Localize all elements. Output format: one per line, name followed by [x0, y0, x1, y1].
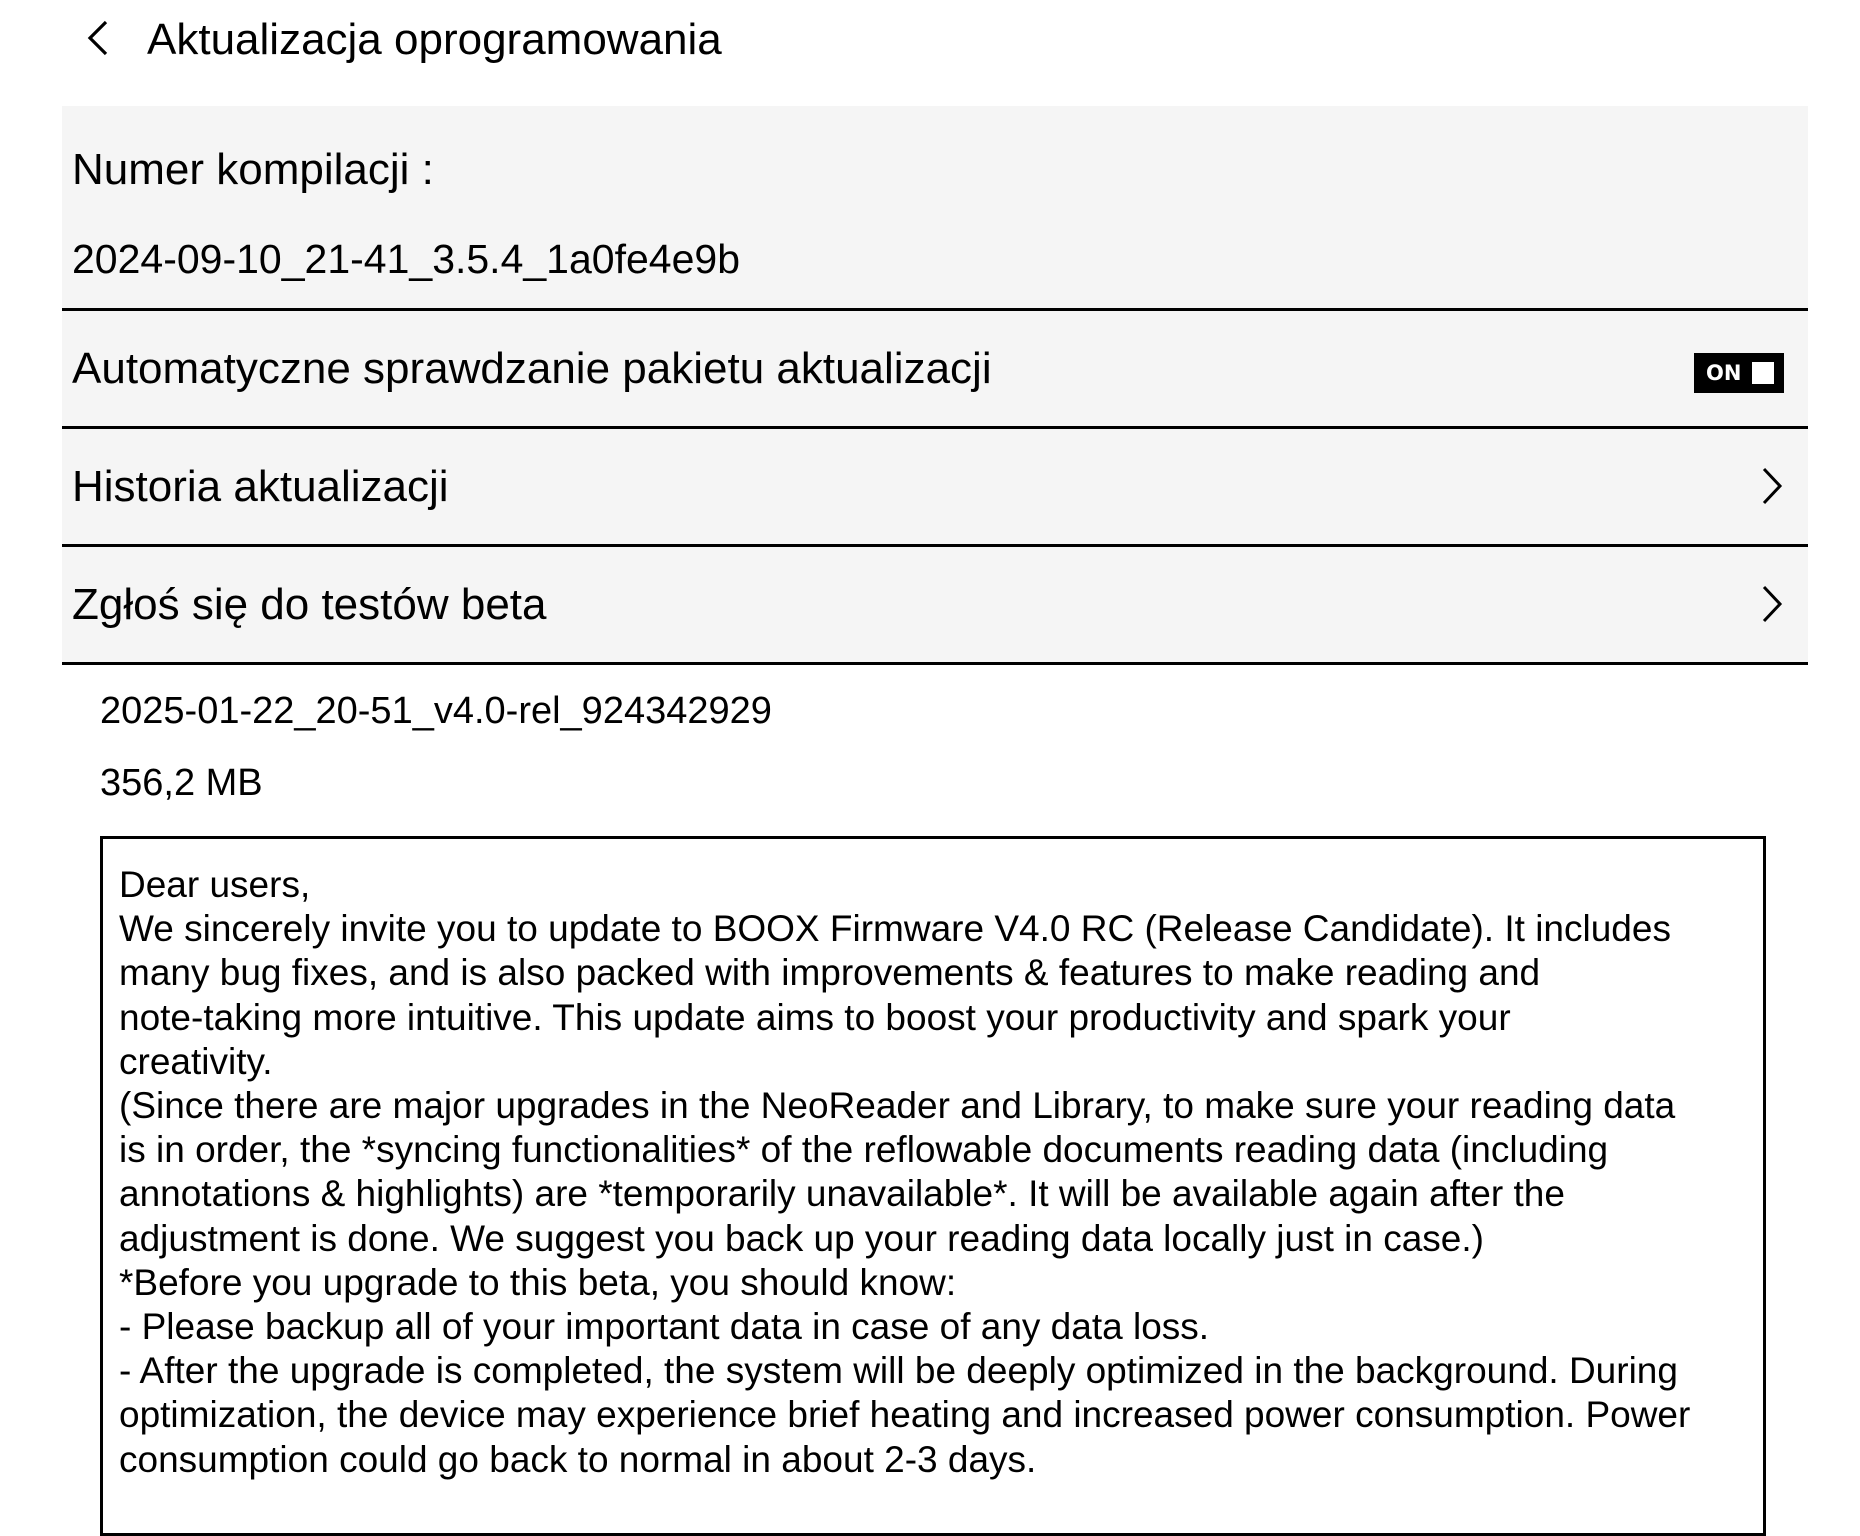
toggle-knob	[1752, 362, 1774, 384]
release-notes-line: *Before you upgrade to this beta, you should know:	[119, 1261, 957, 1303]
top-bar	[0, 0, 1860, 88]
release-notes-line: adjustment is done. We suggest you back up your reading data locally just in case.)	[119, 1217, 1484, 1259]
update-history-row[interactable]	[62, 429, 1808, 547]
release-notes-line: - After the upgrade is completed, the system will be deeply optimized in the background. During	[119, 1350, 1678, 1392]
release-notes-line: optimization, the device may experience brief heating and increased power consumption. Power	[119, 1394, 1691, 1436]
auto-check-updates-row[interactable]	[62, 311, 1808, 429]
release-notes-line: creativity.	[119, 1040, 273, 1082]
build-number-section	[62, 106, 1808, 311]
release-notes-line: consumption could go back to normal in about 2-3 days.	[119, 1438, 1037, 1480]
build-number-label: Numer kompilacji :	[72, 145, 434, 194]
chevron-right-icon	[1756, 583, 1786, 625]
release-notes-line: note-taking more intuitive. This update aims to boost your productivity and spark your	[119, 996, 1511, 1038]
toggle-state-label: ON	[1706, 361, 1742, 385]
back-arrow-icon[interactable]	[80, 18, 120, 58]
chevron-right-icon	[1756, 465, 1786, 507]
auto-check-updates-label: Automatyczne sprawdzanie pakietu aktualizacji	[72, 344, 992, 393]
update-history-label: Historia aktualizacji	[72, 462, 449, 511]
release-notes-line: is in order, the *syncing functionalities* of the reflowable documents reading data (including	[119, 1129, 1609, 1171]
beta-package-size: 356,2 MB	[100, 762, 263, 804]
settings-list	[62, 106, 1808, 665]
release-notes-line: - Please backup all of your important data in case of any data loss.	[119, 1306, 1210, 1348]
release-notes[interactable]	[100, 836, 1766, 1536]
release-notes-line: annotations & highlights) are *temporarily unavailable*. It will be available again after the	[119, 1173, 1565, 1215]
release-notes-line: We sincerely invite you to update to BOOX Firmware V4.0 RC (Release Candidate). It includes	[119, 908, 1671, 950]
release-notes-line: Dear users,	[119, 864, 311, 905]
auto-check-toggle[interactable]	[1694, 353, 1784, 393]
build-number-value: 2024-09-10_21-41_3.5.4_1a0fe4e9b	[72, 236, 740, 282]
beta-version: 2025-01-22_20-51_v4.0-rel_924342929	[100, 690, 772, 732]
beta-signup-label: Zgłoś się do testów beta	[72, 580, 547, 629]
release-notes-line: (Since there are major upgrades in the NeoReader and Library, to make sure your reading data	[119, 1085, 1676, 1127]
beta-signup-row[interactable]	[62, 547, 1808, 665]
page-title: Aktualizacja oprogramowania	[147, 15, 722, 64]
release-notes-line: many bug fixes, and is also packed with improvements & features to make reading and	[119, 952, 1541, 994]
